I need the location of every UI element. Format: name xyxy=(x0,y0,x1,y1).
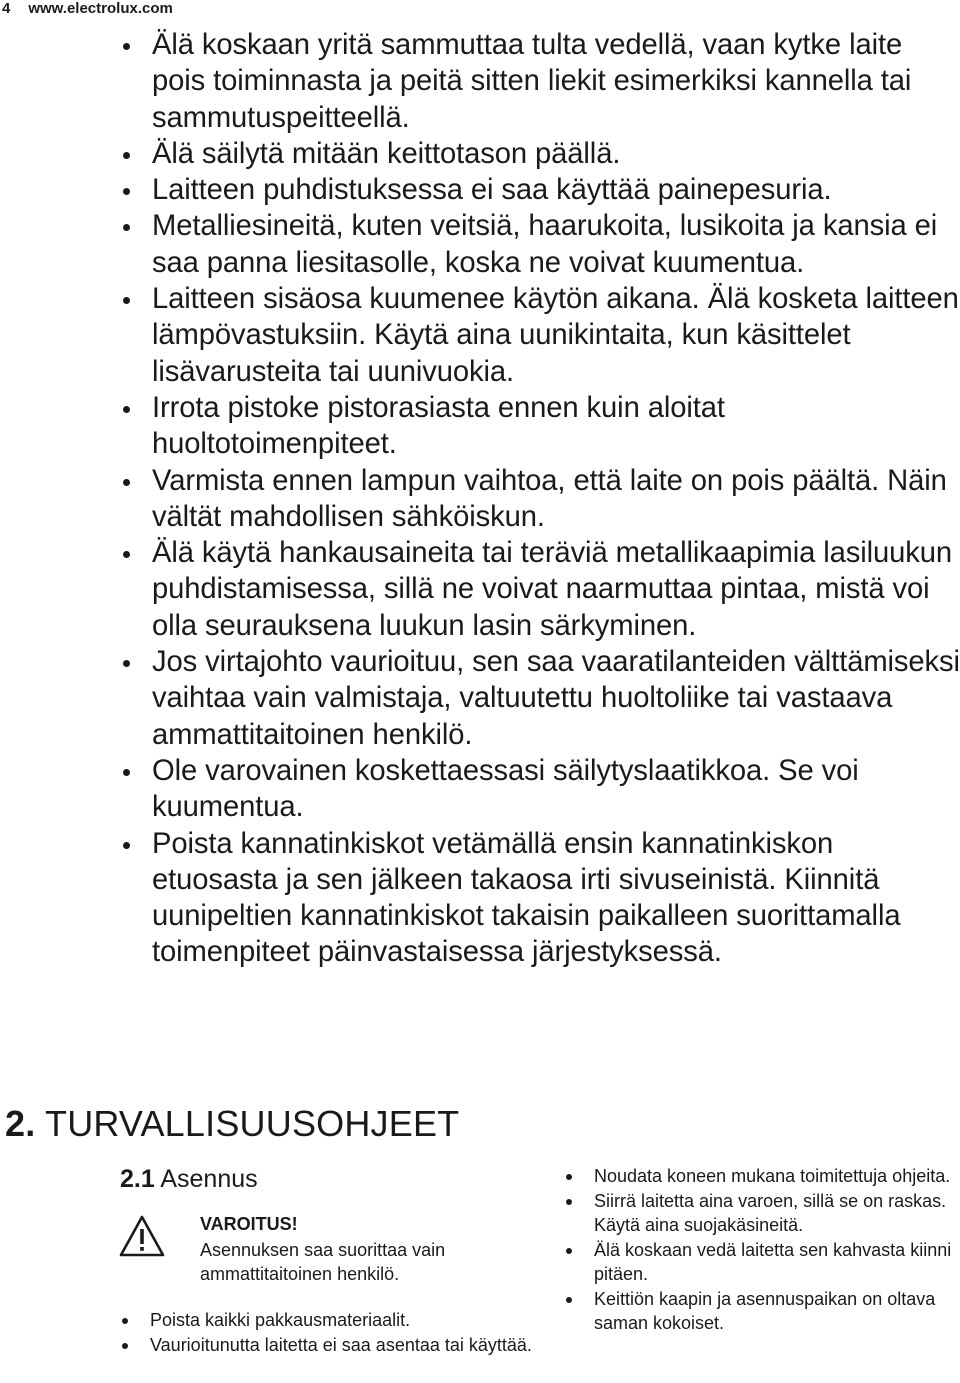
list-item: Laitteen sisäosa kuumenee käytön aikana. Älä kosketa laitteen lämpövastuksiin. Käytä aina uunikintaita, kun käsittelet lisävarusteita tai uunivuokia. xyxy=(118,281,960,390)
bullet-icon xyxy=(123,297,130,304)
list-item: Poista kaikki pakkausmateriaalit. xyxy=(118,1308,538,1332)
bullet-icon xyxy=(123,551,130,558)
bullet-icon xyxy=(122,1318,128,1324)
section-heading xyxy=(5,1104,459,1144)
bullet-icon xyxy=(566,1297,572,1303)
warning-title: VAROITUS! xyxy=(200,1214,298,1234)
list-item: Älä koskaan yritä sammuttaa tulta vedellä, vaan kytke laite pois toiminnasta ja peitä sitten liekit esimerkiksi kannella tai sammutuspeitteellä. xyxy=(118,27,960,136)
list-item: Jos virtajohto vaurioituu, sen saa vaaratilanteiden välttämiseksi vaihtaa vain valmistaja, valtuutettu huoltoliike tai vastaava ammattitaitoinen henkilö. xyxy=(118,644,960,753)
bullet-icon xyxy=(123,406,130,413)
section-number: 2. xyxy=(5,1103,36,1144)
list-item: Siirrä laitetta aina varoen, sillä se on raskas. Käytä aina suojakäsineitä. xyxy=(562,1189,960,1237)
bullet-icon xyxy=(123,224,130,231)
list-item: Keittiön kaapin ja asennuspaikan on oltava saman kokoiset. xyxy=(562,1287,960,1335)
list-item: Ole varovainen koskettaessasi säilytyslaatikkoa. Se voi kuumentua. xyxy=(118,753,960,826)
list-item: Varmista ennen lampun vaihtoa, että laite on pois päältä. Näin vältät mahdollisen sähköiskun. xyxy=(118,463,960,536)
page-number: 4 xyxy=(2,0,11,17)
bullet-icon xyxy=(122,1343,128,1349)
bullet-icon xyxy=(566,1174,572,1180)
list-item: Noudata koneen mukana toimitettuja ohjeita. xyxy=(562,1164,960,1188)
list-item: Irrota pistoke pistorasiasta ennen kuin aloitat huoltotoimenpiteet. xyxy=(118,390,960,463)
bullet-icon xyxy=(123,842,130,849)
warning-triangle-icon xyxy=(118,1214,166,1258)
bullet-icon xyxy=(123,188,130,195)
safety-bullet-list xyxy=(118,27,960,971)
site-url: www.electrolux.com xyxy=(28,0,173,17)
bullet-icon xyxy=(123,479,130,486)
list-item: Metalliesineitä, kuten veitsiä, haarukoita, lusikoita ja kansia ei saa panna liesitasolle, koska ne voivat kuumentua. xyxy=(118,208,960,281)
list-item: Älä käytä hankausaineita tai teräviä metallikaapimia lasiluukun puhdistamisessa, sillä ne voivat naarmuttaa pintaa, mistä voi olla seurauksena luukun lasin särkyminen. xyxy=(118,535,960,644)
subsection-number: 2.1 xyxy=(120,1165,155,1193)
installation-list-right xyxy=(562,1164,960,1336)
page-header xyxy=(2,0,173,20)
list-item: Älä koskaan vedä laitetta sen kahvasta kiinni pitäen. xyxy=(562,1238,960,1286)
list-item: Poista kannatinkiskot vetämällä ensin kannatinkiskon etuosasta ja sen jälkeen takaosa irti sivuseinistä. Kiinnitä uunipeltien kannatinkiskot takaisin paikalleen suorittamalla toimenpiteet päinvastaisessa järjestyksessä. xyxy=(118,826,960,971)
list-item: Laitteen puhdistuksessa ei saa käyttää painepesuria. xyxy=(118,172,960,208)
bullet-icon xyxy=(123,43,130,50)
warning-text: Asennuksen saa suorittaa vain ammattitaitoinen henkilö. xyxy=(200,1240,446,1284)
list-item: Vaurioitunutta laitetta ei saa asentaa tai käyttää. xyxy=(118,1333,538,1357)
bullet-icon xyxy=(123,660,130,667)
list-item: Älä säilytä mitään keittotason päällä. xyxy=(118,136,960,172)
subsection-title-text: Asennus xyxy=(160,1165,258,1193)
bullet-icon xyxy=(123,769,130,776)
installation-list-left xyxy=(118,1308,538,1358)
bullet-icon xyxy=(566,1199,572,1205)
bullet-icon xyxy=(566,1248,572,1254)
subsection-heading xyxy=(120,1164,258,1194)
bullet-icon xyxy=(123,152,130,159)
warning-box xyxy=(118,1208,538,1288)
section-title-text: TURVALLISUUSOHJEET xyxy=(45,1103,460,1144)
